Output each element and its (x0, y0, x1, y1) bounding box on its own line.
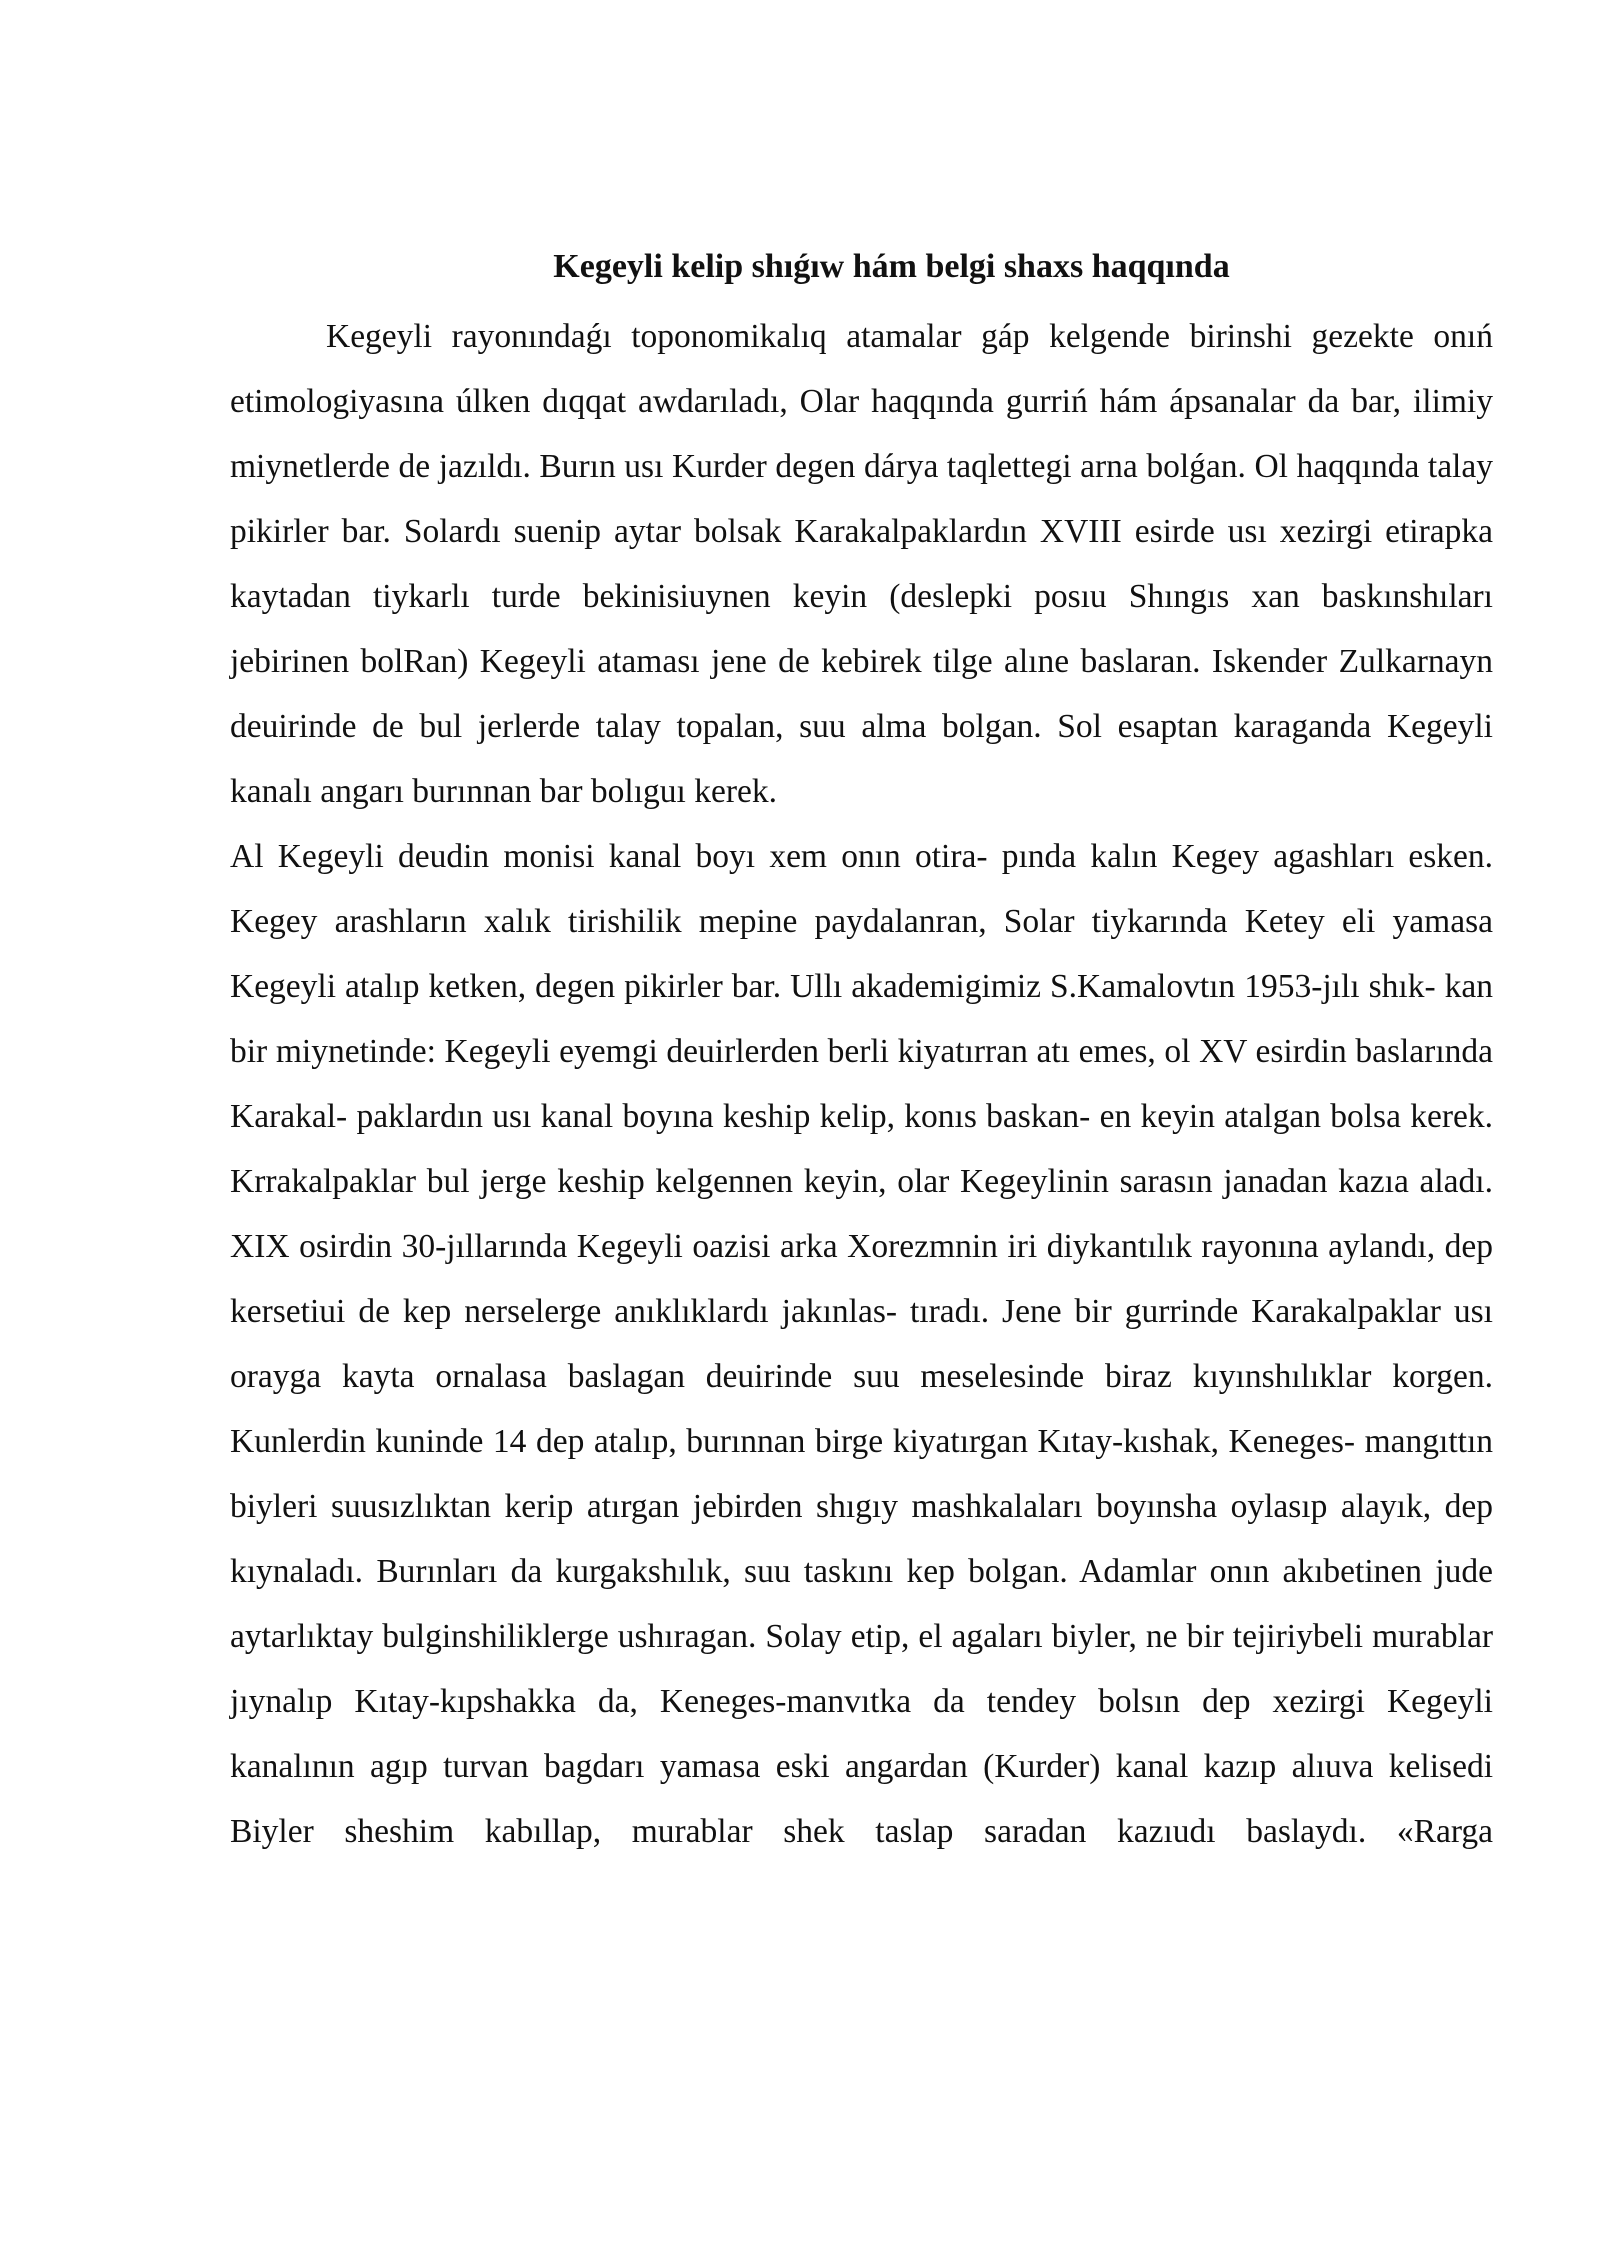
paragraph-2: Al Kegeyli deudin monisi kanal boyı xem onın otira- pında kalın Kegey agashları esken. Kegey arashların xalık tirishilik mepine paydalanran, Solar tiykarında Ketey eli yamasa Kegeyli atalıp ketken, degen pikirler bar. Ullı akademigimiz S.Kamalovtın 1953-jılı shık- kan bir miynetinde: Kegeyli eyemgi deuirlerden berli kiyatırran atı emes, ol XV esirdin baslarında Karakal- paklardın usı kanal boyına keship kelip, konıs baskan- en keyin atalgan bolsa kerek. Krrakalpaklar bul jerge keship kelgennen keyin, olar Kegeylinin sarasın janadan kazıa aladı. XIX osirdin 30-jıllarında Kegeyli oazisi arka Xorezmnin iri diykantılık rayonına aylandı, dep kersetiui de kep nerselerge anıklıklardı jakınlas- tıradı. Jene bir gurrinde Karakalpaklar usı orayga kayta ornalasa baslagan deuirinde suu meselesinde biraz kıyınshılıklar korgen. Kunlerdin kuninde 14 dep atalıp, burınnan birge kiyatırgan Kıtay-kıshak, Keneges- mangıttın biyleri suusızlıktan kerip atırgan jebirden shıgıy mashkalaları boyınsha oylasıp alayık, dep kıynaladı. Burınları da kurgakshılık, suu taskını kep bolgan. Adamlar onın akıbetinen jude aytarlıktay bulginshiliklerge ushıragan. Solay etip, el agaları biyler, ne bir tejiriybeli murablar jıynalıp Kıtay-kıpshakka da, Keneges-manvıtka da tendey bolsın dep xezirgi Kegeyli kanalının agıp turvan bagdarı yamasa eski angardan (Kurder) kanal kazıp alıuva kelisedi Biyler sheshim kabıllap, murablar shek taslap saradan kazıudı baslaydı. «Rarga (230, 838, 1493, 1850)
document-title: Kegeyli kelip shıǵıw hám belgi shaxs haqqında (553, 248, 1230, 285)
document-body (230, 238, 1493, 1864)
paragraph-1: Kegeyli rayonındaǵı toponomikalıq atamalar gáp kelgende birinshi gezekte onıń etimologiyasına úlken dıqqat awdarıladı, Olar haqqında gurriń hám ápsanalar da bar, ilimiy miynetlerde de jazıldı. Burın usı Kurder degen dárya taqlettegi arna bolǵan. Ol haqqında talay pikirler bar. Solardı suenip aytar bolsak Karakalpaklardın XVIII esirde usı xezirgi etirapka kaytadan tiykarlı turde bekinisiuynen keyin (deslepki posıu Shıngıs xan baskınshıları jebirinen bolRan) Kegeyli ataması jene de kebirek tilge alıne baslaran. Iskender Zulkarnayn deuirinde de bul jerlerde talay topalan, suu alma bolgan. Sol esaptan karaganda Kegeyli kanalı angarı burınnan bar bolıguı kerek. (230, 318, 1493, 810)
